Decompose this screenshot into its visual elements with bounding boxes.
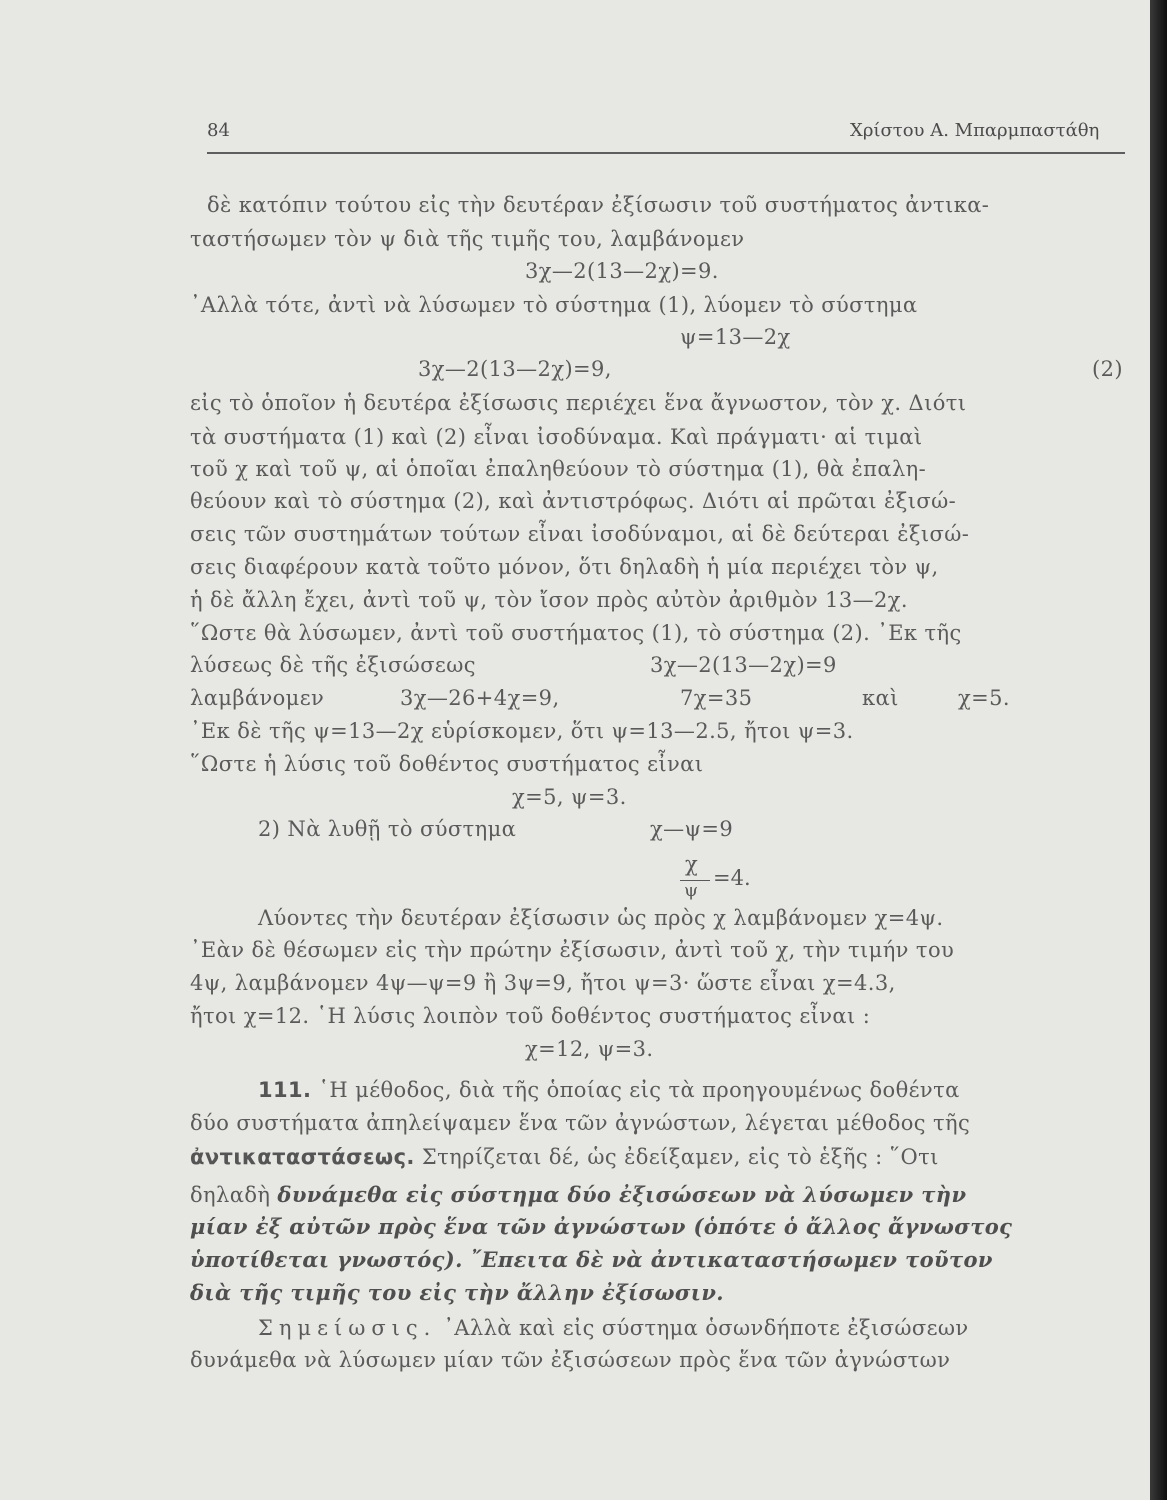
fraction-rhs: =4. xyxy=(713,866,751,890)
running-title: Χρίστου Α. Μπαρμπαστάθη xyxy=(850,120,1100,141)
section-number: 111. xyxy=(258,1078,312,1102)
text-run: ᾿Αλλὰ καὶ εἰς σύστημα ὁσωνδήποτε ἐξισώσεων xyxy=(436,1316,969,1340)
equation: ψ=13—2χ xyxy=(680,325,791,349)
text-line: ἡ δὲ ἄλλη ἔχει, ἀντὶ τοῦ ψ, τὸν ἴσον πρὸς αὐτὸν ἀριθμὸν 13—2χ. xyxy=(190,588,909,612)
text-line: ᾿Αλλὰ τότε, ἀντὶ νὰ λύσωμεν τὸ σύστημα (1), λύομεν τὸ σύστημα xyxy=(190,293,918,317)
equation: 3χ—2(13—2χ)=9. xyxy=(525,259,719,283)
text-line: δύο συστήματα ἀπηλείψαμεν ἕνα τῶν ἀγνώστων, λέγεται μέθοδος τῆς xyxy=(190,1111,971,1135)
text-line: δὲ κατόπιν τούτου εἰς τὴν δευτέραν ἐξίσωσιν τοῦ συστήματος ἀντικα- xyxy=(207,193,990,217)
text-line: θεύουν καὶ τὸ σύστημα (2), καὶ ἀντιστρόφως. Διότι αἱ πρῶται ἐξισώ- xyxy=(190,489,957,513)
page-binding-edge xyxy=(1150,0,1167,1500)
equation: χ=5, ψ=3. xyxy=(512,785,627,809)
emphasis-line: διὰ τῆς τιμῆς του εἰς τὴν ἄλλην ἐξίσωσιν. xyxy=(190,1280,725,1305)
emphasis-line: μίαν ἐξ αὐτῶν πρὸς ἕνα τῶν ἀγνώστων (ὁπότε ὁ ἄλλος ἄγνωστος xyxy=(190,1214,1013,1239)
section-paragraph-start xyxy=(258,1077,960,1103)
page-number: 84 xyxy=(207,120,230,141)
text-line: ᾿Εὰν δὲ θέσωμεν εἰς τὴν πρώτην ἐξίσωσιν, ἀντὶ τοῦ χ, τὴν τιμήν του xyxy=(190,938,955,962)
text-line: ᾿Εκ δὲ τῆς ψ=13—2χ εὑρίσκομεν, ὅτι ψ=13—2.5, ἤτοι ψ=3. xyxy=(190,719,854,743)
equation-number: (2) xyxy=(1092,357,1123,381)
emphasis-run: δυνάμεθα εἰς σύστημα δύο ἐξισώσεων νὰ λύσωμεν τὴν xyxy=(277,1182,967,1207)
equation: 3χ—2(13—2χ)=9 xyxy=(650,653,837,677)
note-label: Σημείωσις. xyxy=(258,1316,437,1340)
text-run: ῾Η μέθοδος, διὰ τῆς ὁποίας εἰς τὰ προηγουμένως δοθέντα xyxy=(311,1078,960,1102)
text-line: δυνάμεθα νὰ λύσωμεν μίαν τῶν ἐξισώσεων πρὸς ἕνα τῶν ἀγνώστων xyxy=(190,1348,951,1372)
text-line xyxy=(190,1182,966,1208)
equation: χ=5. xyxy=(958,686,1010,710)
text-line xyxy=(190,1144,939,1170)
equation: 3χ—2(13—2χ)=9, xyxy=(418,357,612,381)
text-line: 2) Νὰ λυθῇ τὸ σύστημα xyxy=(258,817,517,841)
text-line: σεις τῶν συστημάτων τούτων εἶναι ἰσοδύναμοι, αἱ δὲ δεύτεραι ἐξισώ- xyxy=(190,522,970,546)
text-line: ῞Ωστε θὰ λύσωμεν, ἀντὶ τοῦ συστήματος (1), τὸ σύστημα (2). ᾿Εκ τῆς xyxy=(190,621,962,645)
text-line: τὰ συστήματα (1) καὶ (2) εἶναι ἰσοδύναμα. Καὶ πράγματι· αἱ τιμαὶ xyxy=(190,425,923,449)
text-line: λύσεως δὲ τῆς ἐξισώσεως xyxy=(190,653,476,677)
note-line xyxy=(258,1315,969,1341)
equation: 7χ=35 xyxy=(680,686,753,710)
text-line: ῞Ωστε ἡ λύσις τοῦ δοθέντος συστήματος εἶναι xyxy=(190,752,704,776)
emphasis-line: ὑποτίθεται γνωστός). ῎Επειτα δὲ νὰ ἀντικαταστήσωμεν τοῦτον xyxy=(190,1247,993,1272)
text-line: 4ψ, λαμβάνομεν 4ψ—ψ=9 ἢ 3ψ=9, ἤτοι ψ=3· ὥστε εἶναι χ=4.3, xyxy=(190,971,896,995)
fraction-denominator: ψ xyxy=(684,880,699,901)
text-line: σεις διαφέρουν κατὰ τοῦτο μόνον, ὅτι δηλαδὴ ἡ μία περιέχει τὸν ψ, xyxy=(190,555,939,579)
text-line: Λύοντες τὴν δευτέραν ἐξίσωσιν ὡς πρὸς χ λαμβάνομεν χ=4ψ. xyxy=(258,906,944,930)
text-run: δηλαδὴ xyxy=(190,1183,278,1207)
text-line: ταστήσωμεν τὸν ψ διὰ τῆς τιμῆς του, λαμβάνομεν xyxy=(190,227,745,251)
equation: χ=12, ψ=3. xyxy=(525,1037,654,1061)
equation: 3χ—26+4χ=9, xyxy=(400,686,560,710)
header-rule xyxy=(207,152,1125,154)
text-line: εἰς τὸ ὁποῖον ἡ δευτέρα ἐξίσωσις περιέχει ἕνα ἄγνωστον, τὸν χ. Διότι xyxy=(190,391,967,415)
term-bold: ἀντικαταστάσεως. xyxy=(190,1145,415,1169)
text-line: τοῦ χ καὶ τοῦ ψ, αἱ ὁποῖαι ἐπαληθεύουν τὸ σύστημα (1), θὰ ἐπαλη- xyxy=(190,457,927,481)
equation: χ—ψ=9 xyxy=(650,817,734,841)
text-run: Στηρίζεται δέ, ὡς ἐδείξαμεν, εἰς τὸ ἑξῆς : ῞Οτι xyxy=(414,1145,939,1169)
fraction-numerator: χ xyxy=(685,852,698,876)
text-line: ἤτοι χ=12. ῾Η λύσις λοιπὸν τοῦ δοθέντος συστήματος εἶναι : xyxy=(190,1004,871,1028)
text-line: καὶ xyxy=(862,686,899,710)
text-line: λαμβάνομεν xyxy=(190,686,325,710)
